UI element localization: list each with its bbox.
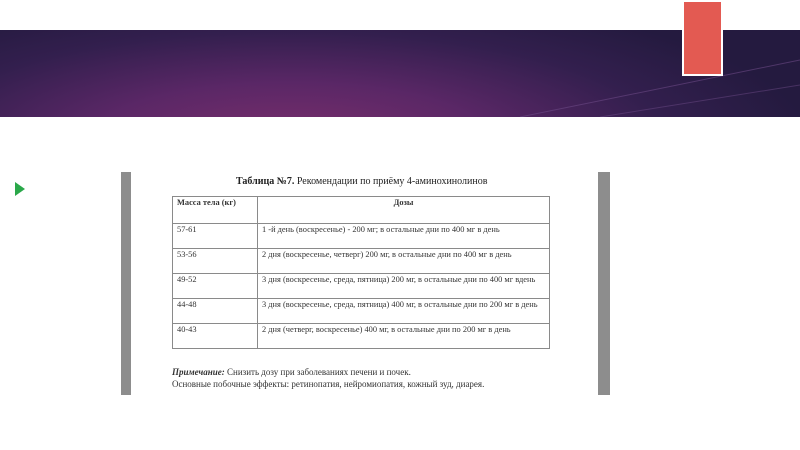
cell-mass: 44-48	[173, 299, 258, 324]
green-arrow-icon	[15, 182, 25, 196]
accent-bar	[682, 0, 723, 76]
note-text: Снизить дозу при заболеваниях печени и почек.	[224, 367, 411, 377]
cell-mass: 53-56	[173, 249, 258, 274]
cell-mass: 40-43	[173, 324, 258, 349]
cell-dose: 3 дня (воскресенье, среда, пятница) 200 мг, в остальные дни по 400 мг вдень	[258, 274, 550, 299]
table-caption	[236, 176, 576, 187]
dosage-table	[172, 196, 550, 349]
header-dose: Дозы	[258, 197, 550, 224]
cell-mass: 49-52	[173, 274, 258, 299]
cell-dose: 3 дня (воскресенье, среда, пятница) 400 мг, в остальные дни по 200 мг в день	[258, 299, 550, 324]
table-header-row	[173, 197, 550, 224]
note-line	[172, 366, 592, 378]
banner-decoration	[0, 30, 800, 117]
note-block	[172, 366, 592, 390]
cell-mass: 57-61	[173, 224, 258, 249]
document-border-right	[598, 172, 610, 395]
cell-dose: 2 дня (четверг, воскресенье) 400 мг, в остальные дни по 200 мг в день	[258, 324, 550, 349]
table-caption-number: Таблица №7.	[236, 176, 295, 187]
table-row	[173, 224, 550, 249]
document-border-left	[121, 172, 131, 395]
cell-dose: 1 -й день (воскресенье) - 200 мг; в остальные дни по 400 мг в день	[258, 224, 550, 249]
cell-dose: 2 дня (воскресенье, четверг) 200 мг, в остальные дни по 400 мг в день	[258, 249, 550, 274]
table-row	[173, 274, 550, 299]
header-mass: Масса тела (кг)	[173, 197, 258, 224]
note-label: Примечание:	[172, 367, 225, 377]
side-effects-line: Основные побочные эффекты: ретинопатия, нейромиопатия, кожный зуд, диарея.	[172, 379, 485, 390]
table-row	[173, 299, 550, 324]
table-row	[173, 249, 550, 274]
table-caption-text: Рекомендации по приёму 4-аминохинолинов	[294, 176, 488, 187]
table-row	[173, 324, 550, 349]
